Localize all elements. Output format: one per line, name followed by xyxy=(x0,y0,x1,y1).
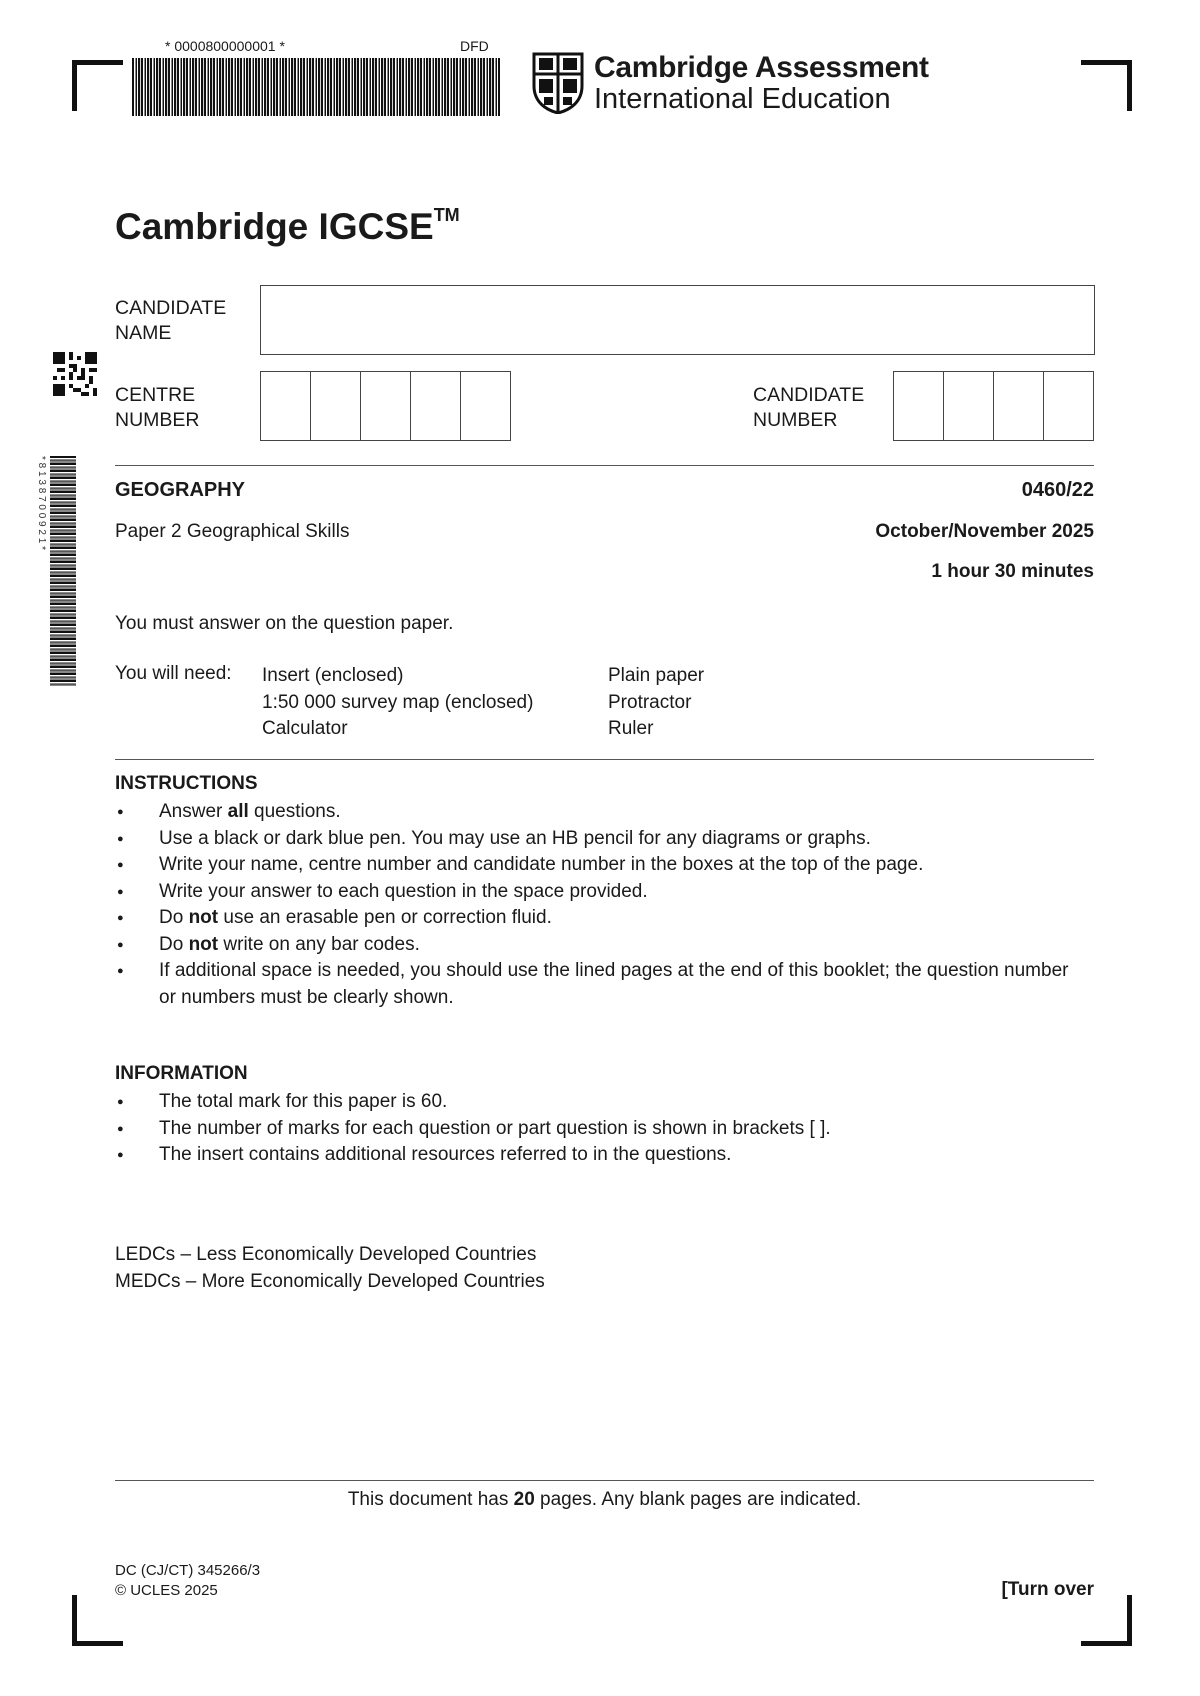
barcode-top xyxy=(132,58,500,116)
candidate-number-label-line1: CANDIDATE xyxy=(753,384,865,406)
cambridge-logo xyxy=(532,52,929,114)
need-item: Plain paper xyxy=(608,665,705,686)
candidate-number-cell[interactable] xyxy=(994,372,1044,440)
logo-line-1: Cambridge Assessment xyxy=(594,51,929,85)
candidate-name-field[interactable] xyxy=(260,285,1095,355)
page-count-text: This document has xyxy=(347,1489,514,1510)
instruction-item xyxy=(115,799,1085,826)
information-list xyxy=(115,1089,1085,1169)
need-label: You will need: xyxy=(115,663,232,684)
instructions-list xyxy=(115,799,1085,1011)
barcode-number: * 0000800000001 * xyxy=(165,38,285,54)
centre-number-field[interactable] xyxy=(260,371,511,441)
divider-middle xyxy=(115,759,1094,760)
information-item: ● The total mark for this paper is 60. xyxy=(115,1089,1085,1116)
candidate-number-cell[interactable] xyxy=(944,372,994,440)
candidate-name-label-line2: NAME xyxy=(115,322,172,344)
answer-note: You must answer on the question paper. xyxy=(115,613,454,634)
exam-session: October/November 2025 xyxy=(875,521,1094,542)
page-count-text: pages. Any blank pages are indicated. xyxy=(534,1489,862,1510)
centre-number-cell[interactable] xyxy=(261,372,311,440)
instruction-text: use an erasable pen or correction fluid. xyxy=(218,907,552,928)
centre-number-cell[interactable] xyxy=(311,372,361,440)
centre-number-label-line2: NUMBER xyxy=(115,409,200,431)
need-item: 1:50 000 survey map (enclosed) xyxy=(262,691,534,713)
doc-code: DC (CJ/CT) 345266/3 xyxy=(115,1562,261,1579)
divider-top xyxy=(115,465,1094,466)
instruction-item: ● Write your answer to each question in the space provided. xyxy=(115,879,1085,906)
page-count-number: 20 xyxy=(513,1489,535,1510)
need-item: Protractor xyxy=(608,691,692,713)
centre-number-cell[interactable] xyxy=(411,372,461,440)
crop-mark-bottom-right xyxy=(1081,1595,1132,1646)
instruction-item: ● If additional space is needed, you should use the lined pages at the end of this booklet; the question number or numbers must be clearly shown. xyxy=(115,958,1085,1011)
need-list-col2 xyxy=(608,663,704,743)
instruction-text: Answer xyxy=(159,801,228,822)
abbreviation-item: LEDCs – Less Economically Developed Countries xyxy=(115,1244,537,1265)
instruction-item xyxy=(115,932,1085,959)
divider-bottom xyxy=(115,1480,1094,1481)
crop-mark-bottom-left xyxy=(72,1595,123,1646)
candidate-number-field[interactable] xyxy=(893,371,1094,441)
instruction-emphasis: all xyxy=(227,801,249,822)
information-item: ● The insert contains additional resources referred to in the questions. xyxy=(115,1142,1085,1169)
subject-title: GEOGRAPHY xyxy=(115,479,246,501)
centre-number-cell[interactable] xyxy=(361,372,411,440)
abbreviation-item: MEDCs – More Economically Developed Countries xyxy=(115,1270,545,1292)
information-heading: INFORMATION xyxy=(115,1063,248,1084)
need-item: Ruler xyxy=(608,718,654,739)
need-list-col1 xyxy=(262,663,533,743)
candidate-number-label xyxy=(753,383,864,433)
logo-line-2: International Education xyxy=(594,82,891,115)
need-item: Calculator xyxy=(262,718,348,739)
centre-number-label xyxy=(115,383,200,433)
instruction-item xyxy=(115,905,1085,932)
form-code: DFD xyxy=(460,38,489,54)
instruction-text: questions. xyxy=(248,801,341,822)
copyright: © UCLES 2025 xyxy=(115,1582,218,1599)
crop-mark-top-left xyxy=(72,60,123,111)
instruction-emphasis: not xyxy=(188,907,219,928)
side-barcode-number: * 8 1 3 8 7 0 0 9 2 1 * xyxy=(36,456,47,550)
instructions-heading: INSTRUCTIONS xyxy=(115,773,258,794)
document-codes xyxy=(115,1561,260,1601)
qr-code xyxy=(53,352,97,396)
candidate-number-label-line2: NUMBER xyxy=(753,409,838,431)
barcode-side xyxy=(50,456,76,686)
page-title xyxy=(115,205,460,248)
instruction-item: ● Use a black or dark blue pen. You may use an HB pencil for any diagrams or graphs. xyxy=(115,826,1085,853)
page-count-note xyxy=(115,1489,1094,1511)
centre-number-label-line1: CENTRE xyxy=(115,384,196,406)
exam-duration: 1 hour 30 minutes xyxy=(931,561,1094,582)
candidate-name-label xyxy=(115,296,226,346)
instruction-emphasis: not xyxy=(188,933,219,955)
candidate-number-cell[interactable] xyxy=(894,372,944,440)
instruction-text: Do xyxy=(159,933,189,955)
trademark: TM xyxy=(433,205,460,225)
instruction-text: Do xyxy=(159,907,189,928)
instruction-item: ● Write your name, centre number and candidate number in the boxes at the top of the page. xyxy=(115,852,1085,879)
information-item: ● The number of marks for each question or part question is shown in brackets [ ]. xyxy=(115,1116,1085,1143)
abbreviations xyxy=(115,1242,545,1295)
candidate-number-cell[interactable] xyxy=(1044,372,1093,440)
title-text: Cambridge IGCSE xyxy=(115,206,434,247)
candidate-name-label-line1: CANDIDATE xyxy=(115,297,227,319)
crest-icon xyxy=(532,52,584,114)
paper-name: Paper 2 Geographical Skills xyxy=(115,521,350,542)
instruction-text: write on any bar codes. xyxy=(218,933,420,955)
crop-mark-top-right xyxy=(1081,60,1132,111)
turn-over: [Turn over xyxy=(1001,1579,1094,1600)
paper-code: 0460/22 xyxy=(1021,479,1094,501)
need-item: Insert (enclosed) xyxy=(262,665,404,686)
centre-number-cell[interactable] xyxy=(461,372,510,440)
